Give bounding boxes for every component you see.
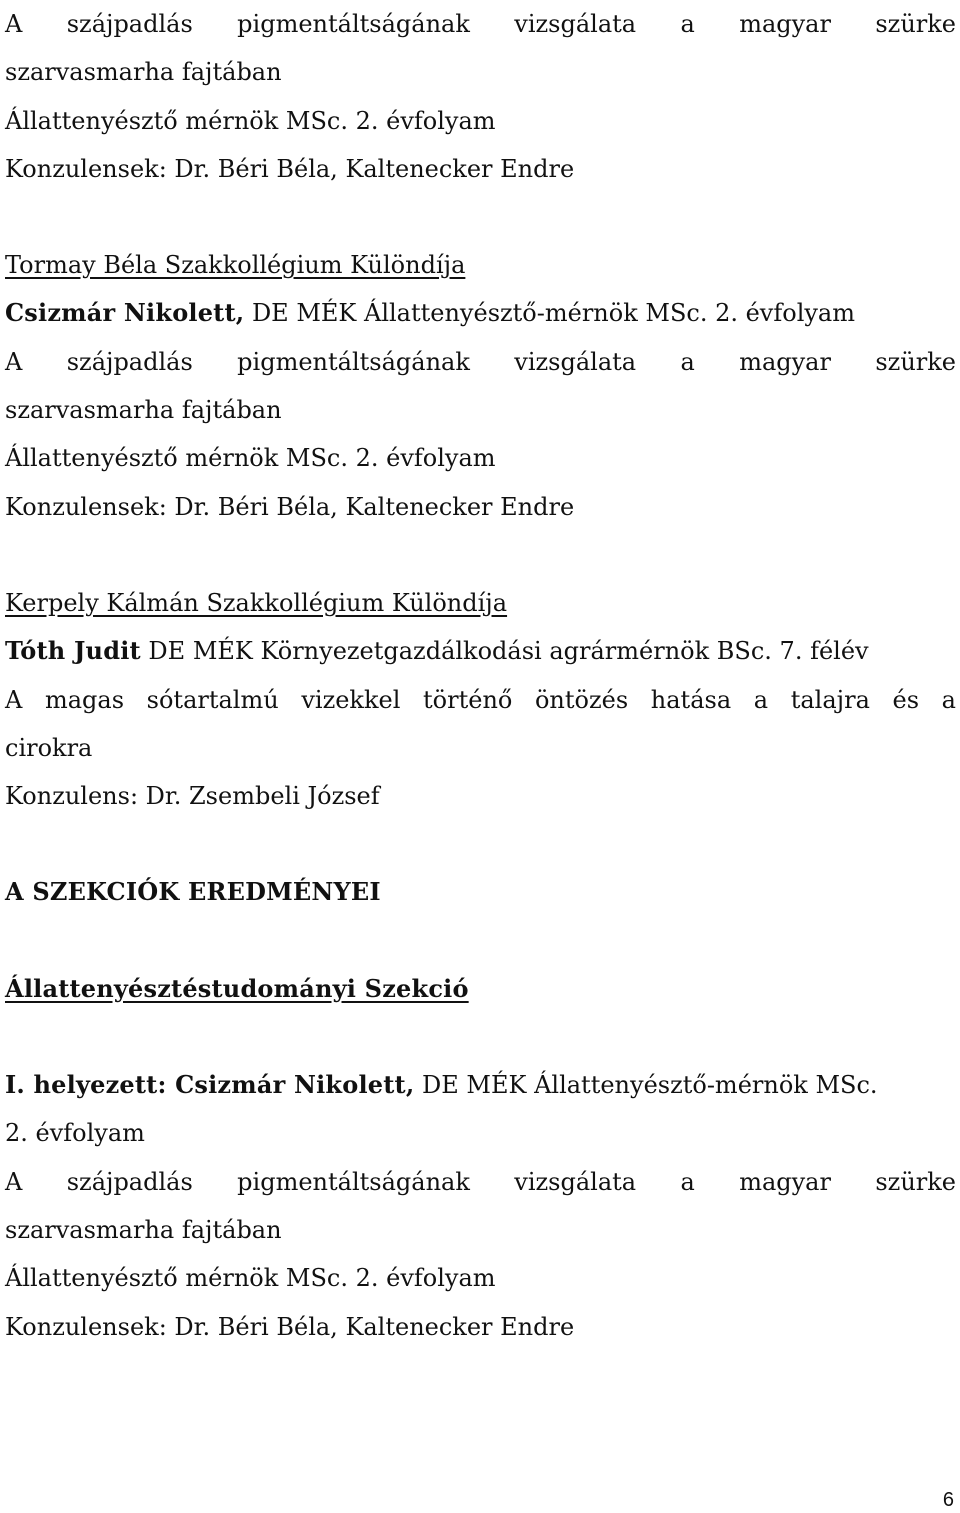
awardee-affiliation: DE MÉK Állattenyésztő-mérnök MSc. 2. évfolyam [244, 299, 855, 328]
program-line: Állattenyésztő mérnök MSc. 2. évfolyam [5, 1264, 496, 1293]
award-heading: Kerpely Kálmán Szakkollégium Különdíja [5, 588, 508, 617]
thesis-title-line: A szájpadlás pigmentáltságának vizsgálata a magyar szürke [5, 10, 956, 38]
awardee-line [5, 627, 956, 675]
spacer [5, 531, 956, 579]
spacer [5, 917, 956, 965]
award-heading: Tormay Béla Szakkollégium Különdíja [5, 251, 466, 280]
placement-affiliation-cont: 2. évfolyam [5, 1119, 145, 1148]
consultants-line: Konzulensek: Dr. Béri Béla, Kaltenecker Endre [5, 154, 575, 183]
spacer [5, 1013, 956, 1061]
page-number: 6 [942, 1489, 954, 1511]
consultant-line: Konzulens: Dr. Zsembeli József [5, 782, 380, 811]
thesis-title-line: szarvasmarha fajtában [5, 58, 282, 87]
spacer [5, 820, 956, 868]
consultants-line: Konzulensek: Dr. Béri Béla, Kaltenecker Endre [5, 1312, 575, 1341]
awardee-line [5, 289, 956, 337]
thesis-title-line: A magas sótartalmú vizekkel történő öntözés hatása a talajra és a [5, 685, 956, 714]
placement-line [5, 1061, 956, 1109]
awardee-affiliation: DE MÉK Környezetgazdálkodási agrármérnök BSc. 7. félév [140, 637, 869, 666]
consultants-line: Konzulensek: Dr. Béri Béla, Kaltenecker Endre [5, 492, 575, 521]
section-heading: Állattenyésztéstudományi Szekció [5, 973, 469, 1003]
thesis-title-line: szarvasmarha fajtában [5, 1215, 282, 1244]
spacer [5, 193, 956, 241]
placement-label: I. helyezett: Csizmár Nikolett, [5, 1070, 415, 1100]
program-line: Állattenyésztő mérnök MSc. 2. évfolyam [5, 444, 496, 473]
thesis-title-line: szarvasmarha fajtában [5, 396, 282, 425]
awardee-name: Csizmár Nikolett, [5, 298, 245, 328]
program-line: Állattenyésztő mérnök MSc. 2. évfolyam [5, 106, 496, 135]
awardee-name: Tóth Judit [5, 636, 141, 666]
results-heading: A SZEKCIÓK EREDMÉNYEI [5, 877, 381, 907]
thesis-title-line: A szájpadlás pigmentáltságának vizsgálata a magyar szürke [5, 347, 956, 376]
placement-affiliation: DE MÉK Állattenyésztő-mérnök MSc. [414, 1071, 878, 1100]
thesis-title-line: A szájpadlás pigmentáltságának vizsgálata a magyar szürke [5, 1167, 956, 1196]
document-page [5, 0, 956, 1351]
thesis-title-line: cirokra [5, 733, 93, 762]
